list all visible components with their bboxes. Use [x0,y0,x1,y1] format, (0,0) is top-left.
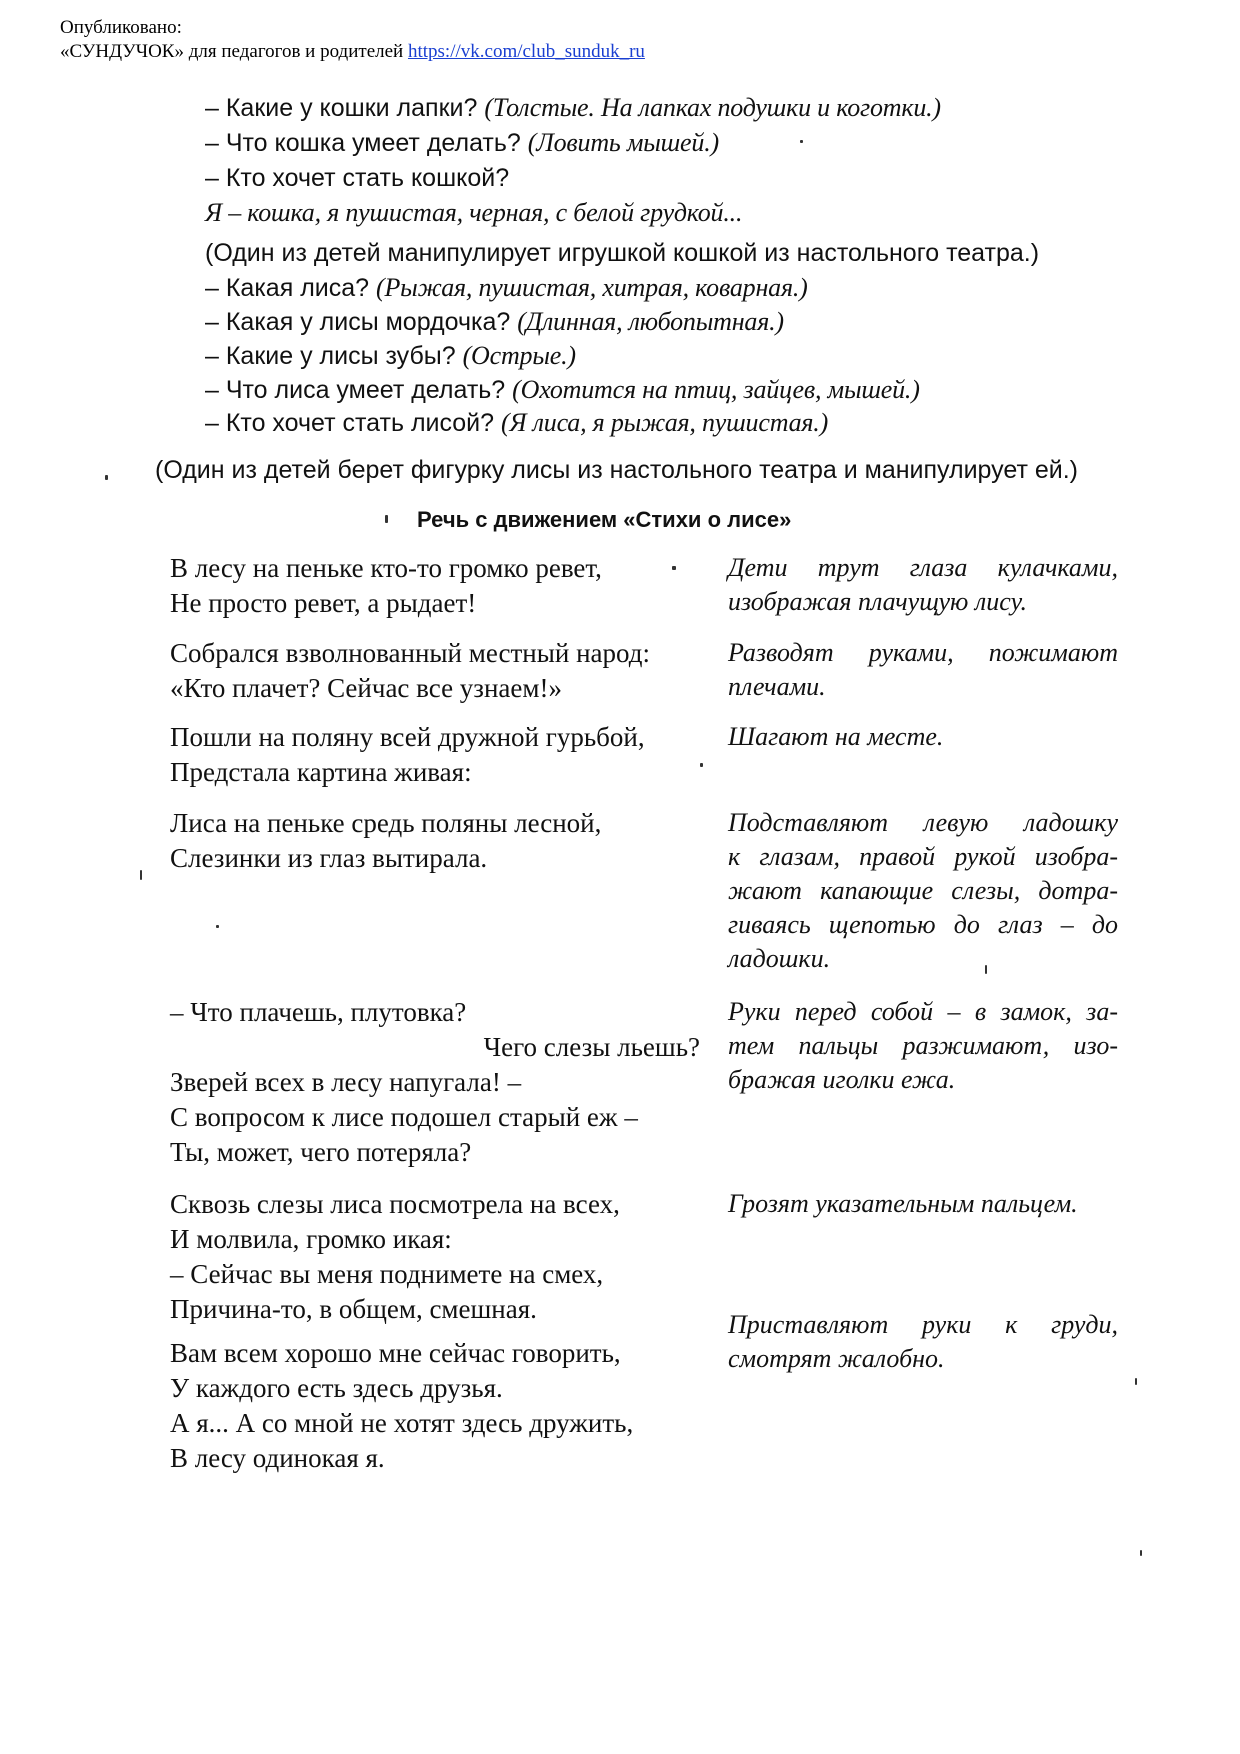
intro-line: – Что кошка умеет делать? (Ловить мышей.) [205,128,719,157]
scan-speck [216,925,219,928]
movement-instruction: Подставляют левую ладошку к глазам, правой рукой изобра- жают капающие слезы, дотра- гиваясь щепотью до глаз – до ладошки. [728,808,1118,973]
intro-remark: (Один из детей берет фигурку лисы из настольного театра и манипулирует ей.) [155,456,1079,484]
intro-remark: (Один из детей манипулирует игрушкой кошкой из настольного театра.) [205,239,1040,267]
movement-instruction: Дети трут глаза кулачками, изображая плачущую лису. [728,553,1118,616]
scan-speck [985,965,987,974]
source-line [60,40,645,64]
verse-text: В лесу на пеньке кто-то громко ревет, Не просто ревет, а рыдает! [170,553,602,618]
verse-text: Сквозь слезы лиса посмотрела на всех, И молвила, громко икая: – Сейчас вы меня поднимете на смех, Причина-то, в общем, смешная. [170,1189,620,1324]
intro-line: – Какие у лисы зубы? (Острые.) [205,341,576,370]
scan-speck [672,566,676,570]
intro-line: – Что лиса умеет делать? (Охотится на птиц, зайцев, мышей.) [205,375,920,404]
intro-line: – Кто хочет стать лисой? (Я лиса, я рыжая, пушистая.) [205,408,829,437]
publication-header [60,16,645,64]
movement-instruction: Руки перед собой – в замок, за- тем пальцы разжимают, изо- бражая иголки ежа. [728,997,1118,1094]
scan-speck [1135,1378,1137,1385]
intro-line: – Кто хочет стать кошкой? [205,164,510,192]
intro-line: – Какая у лисы мордочка? (Длинная, любопытная.) [205,307,784,336]
source-name: «СУНДУЧОК» для педагогов и родителей [60,41,404,62]
published-label: Опубликовано: [60,17,182,38]
verse-text: – Что плачешь, плутовка? Чего слезы льешь? Зверей всех в лесу напугала! – С вопросом к лисе подошел старый еж – Ты, может, чего потеряла? [170,997,700,1167]
source-link[interactable]: https://vk.com/club_sunduk_ru [407,41,645,62]
scan-speck [1140,1550,1142,1556]
scan-speck [800,140,803,143]
scan-speck [140,870,142,880]
movement-instruction: Разводят руками, пожимают плечами. [728,638,1118,701]
verse-text: Собрался взволнованный местный народ: «Кто плачет? Сейчас все узнаем!» [170,638,650,703]
verse-text: Лиса на пеньке средь поляны лесной, Слезинки из глаз вытирала. [170,808,602,873]
verse-text: Пошли на поляну всей дружной гурьбой, Предстала картина живая: [170,722,645,787]
scan-speck [700,763,703,767]
scan-speck [105,475,108,480]
scan-speck [385,515,388,523]
intro-line: Я – кошка, я пушистая, черная, с белой грудкой... [205,198,743,227]
intro-line: – Какая лиса? (Рыжая, пушистая, хитрая, коварная.) [205,273,808,302]
movement-instruction: Шагают на месте. [728,722,944,751]
intro-line: – Какие у кошки лапки? (Толстые. На лапках подушки и коготки.) [205,93,941,122]
movement-instruction: Приставляют руки к груди, смотрят жалобно. [728,1310,1118,1373]
verse-text: Вам всем хорошо мне сейчас говорить, У каждого есть здесь друзья. А я... А со мной не хотят здесь дружить, В лесу одинокая я. [170,1338,634,1473]
section-title: Речь с движением «Стихи о лисе» [417,507,792,532]
movement-instruction: Грозят указательным пальцем. [728,1189,1078,1218]
